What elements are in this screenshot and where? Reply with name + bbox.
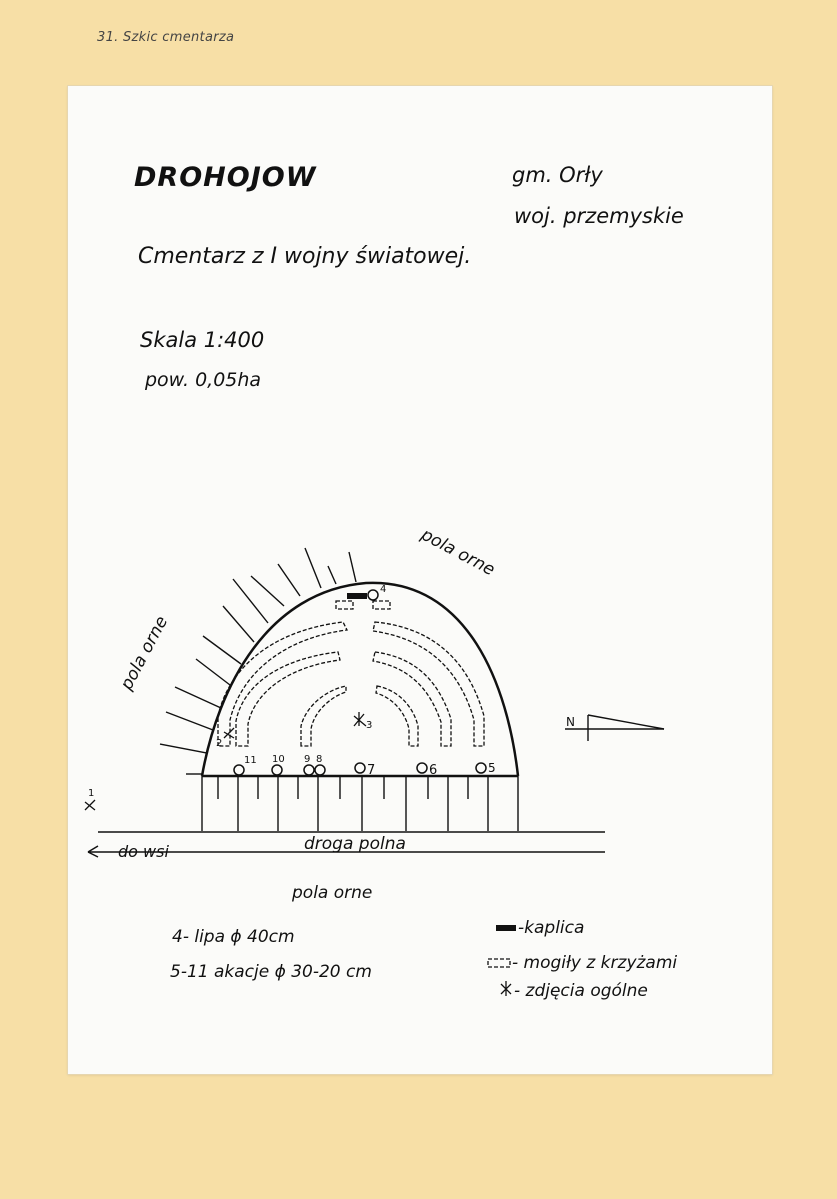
field-label-top: pola orne [417, 524, 499, 581]
legend [488, 918, 677, 1001]
legend-photo-icon [501, 981, 511, 996]
tree-label-10: 10 [272, 754, 285, 765]
commune-label: gm. Orły [512, 163, 603, 187]
tree-label-6: 6 [429, 763, 438, 778]
road-direction-label: do wsi [118, 842, 169, 861]
photo-label-3: 3 [366, 720, 373, 731]
acacias-note: 5-11 akacje ϕ 30-20 cm [170, 962, 372, 982]
chapel-mark [347, 593, 367, 599]
tree-5 [476, 763, 486, 773]
field-label-bottom: pola orne [292, 883, 373, 903]
legend-chapel-label: -kaplica [518, 918, 585, 938]
tree-label-8: 8 [316, 754, 323, 765]
photo-label-1: 1 [88, 788, 95, 799]
sketch-sheet [68, 86, 772, 1074]
tree-11 [234, 765, 244, 775]
road-label: droga polna [304, 834, 406, 854]
tree-label-9: 9 [304, 754, 311, 765]
tree-label-7: 7 [367, 763, 376, 778]
tree-7 [355, 763, 365, 773]
photo-label-2: 2 [216, 738, 223, 749]
cemetery-boundary [202, 583, 518, 776]
voivodeship-label: woj. przemyskie [514, 204, 684, 228]
tree-6 [417, 763, 427, 773]
fence-posts [202, 776, 518, 831]
photo-markers [85, 712, 366, 810]
cemetery-sketch [68, 86, 772, 1074]
scale-label: Skala 1:400 [140, 328, 265, 352]
legend-photo-label: - zdjęcia ogólne [514, 981, 648, 1001]
field-label-left: pola orne [116, 612, 173, 694]
tree-4 [368, 590, 378, 600]
photo-marker-3 [354, 712, 366, 726]
legend-graves-label: - mogiły z krzyżami [512, 953, 678, 973]
tree-label-4: 4 [380, 584, 387, 595]
trees [234, 590, 486, 775]
legend-graves-icon [488, 959, 510, 967]
north-label: N [566, 715, 575, 729]
north-arrow [565, 715, 664, 741]
graves [218, 601, 484, 746]
linden-note: 4- lipa ϕ 40cm [172, 927, 295, 947]
legend-chapel-icon [496, 925, 516, 931]
tree-label-5: 5 [488, 761, 496, 775]
photo-marker-1 [85, 800, 95, 810]
cemetery-subtitle: Cmentarz z I wojny światowej. [138, 244, 472, 269]
photo-marker-2 [224, 728, 234, 738]
boundary-hatching [160, 548, 356, 774]
village-title: DROHOJOW [134, 162, 317, 193]
tree-10 [272, 765, 282, 775]
tree-9 [304, 765, 314, 775]
page-caption: 31. Szkic cmentarza [97, 30, 235, 45]
area-label: pow. 0,05ha [145, 369, 262, 391]
tree-label-11: 11 [244, 755, 257, 766]
tree-8 [315, 765, 325, 775]
